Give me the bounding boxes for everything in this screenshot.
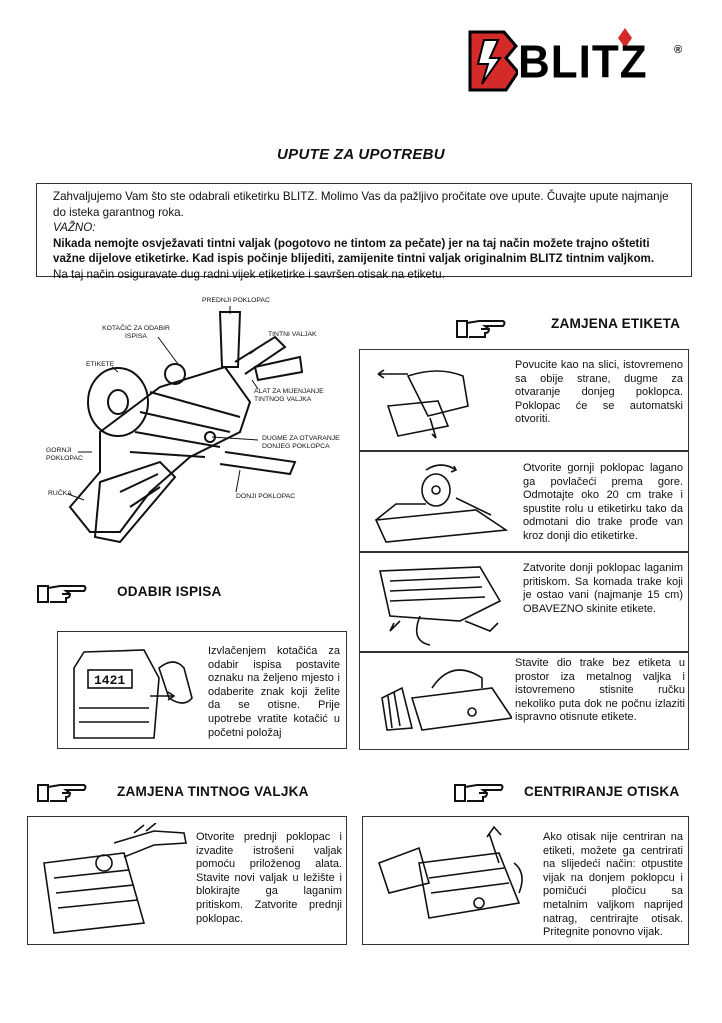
step-3-box [359, 552, 689, 653]
centriranje-text: Ako otisak nije centriran na etiketi, možete ga centrirati na slijedeći način: otpustite vijak na donjem poklopcu i pomičući pločicu sa metalnim valjkom naprijed natrag, centrirajte otisak. Pritegnite ponovno vijak. [543, 831, 683, 939]
print-wheel-display: 1421 [94, 673, 126, 688]
step-3-illustration [370, 561, 510, 647]
label-handle: RUČKA [48, 490, 72, 497]
intro-text: Zahvaljujemo Vam što ste odabrali etiketirku BLITZ. Molimo Vas da pažljivo pročitate ove upute. Čuvajte upute najmanje do isteka garantnog roka. [53, 190, 669, 219]
pointing-hand-icon [36, 580, 88, 606]
label-front-cover: PREDNJI POKLOPAC [202, 297, 270, 304]
odabir-ispisa-text: Izvlačenjem kotačića za odabir ispisa postavite oznaku na željeno mjesto i odaberite znak koji želite da se otisne. Prije upotrebe vratite kotačić u početni položaj [208, 645, 340, 739]
pointing-hand-icon [36, 779, 88, 805]
brand-name: BLITZ [518, 36, 648, 89]
zamjena-valjka-box [27, 816, 347, 945]
blitz-lightning-logo-icon [466, 28, 518, 92]
pointing-hand-icon [455, 315, 507, 341]
step-4-text: Stavite dio trake bez etiketa u prostor iza metalnog valjka i istovremeno stisnite ručku nekoliko puta dok ne počnu izlaziti ispravno otisnute etikete. [515, 657, 685, 724]
label-ink-roller: TINTNI VALJAK [268, 331, 317, 338]
step-2-box [359, 451, 689, 552]
step-4-box [359, 651, 689, 750]
zamjena-valjka-text: Otvorite prednji poklopac i izvadite istrošeni valjak pomoću priloženog alata. Stavite novi valjak u ležište i blokirajte ga laganim pritiskom. Zatvorite prednji poklopac. [196, 831, 342, 925]
label-upper-cover: GORNJI POKLOPAC [46, 447, 83, 462]
pointing-hand-icon [453, 779, 505, 805]
intro-box [36, 183, 692, 281]
heading-zamjena-valjka: ZAMJENA TINTNOG VALJKA [117, 784, 309, 799]
ink-roller-illustration [34, 823, 194, 939]
step-1-illustration [368, 356, 508, 444]
brand-logo [466, 28, 688, 94]
step-4-illustration [372, 658, 512, 744]
label-labels: ETIKETE [86, 361, 115, 368]
label-lower-cover: DONJI POKLOPAC [236, 493, 296, 500]
print-wheel-illustration [64, 638, 204, 744]
heading-odabir-ispisa: ODABIR ISPISA [117, 584, 222, 599]
labeler-diagram [40, 292, 355, 557]
heading-centriranje: CENTRIRANJE OTISKA [524, 784, 680, 799]
important-label: VAŽNO: [53, 221, 96, 234]
odabir-ispisa-box [57, 631, 347, 749]
page-title: UPUTE ZA UPOTREBU [277, 146, 445, 163]
heading-zamjena-etiketa: ZAMJENA ETIKETA [551, 316, 681, 331]
important-text: Nikada nemojte osvježavati tintni valjak (pogotovo ne tintom za pečate) jer na taj način možete trajno oštetiti važne dijelove etiketirke. Kad ispis počinje blijediti, zamijenite tintni valjak originalnim BLITZ tintnim valjkom. [53, 236, 655, 265]
label-buttons: DUGME ZA OTVARANJE DONJEG POKLOPCA [262, 435, 340, 450]
intro-footer: Na taj način osiguravate dug radni vijek etiketirke i savršen otisak na etiketu. [53, 267, 445, 281]
step-2-text: Otvorite gornji poklopac lagano ga povlačeći prema gore. Odmotajte oko 20 cm trake i spustite rolu u etiketirku tako da odmotani dio trake prođe van kroz donji dio etiketirke. [523, 462, 683, 542]
step-3-text: Zatvorite donji poklopac laganim pritiskom. Sa komada trake koji je ostao vani (najmanje 15 cm) OBAVEZNO skinite etikete. [523, 562, 683, 615]
label-tool: ALAT ZA MIJENJANJE TINTNOG VALJKA [254, 388, 324, 403]
registered-mark: ® [674, 44, 683, 56]
step-1-box [359, 349, 689, 451]
centriranje-box [362, 816, 689, 945]
centering-illustration [369, 823, 534, 939]
step-1-text: Povucite kao na slici, istovremeno sa obije strane, dugme za otvaranje donjeg poklopca. Poklopac će se automatski otvoriti. [515, 359, 683, 426]
label-wheel: KOTAČIĆ ZA ODABIR ISPISA [102, 325, 170, 340]
step-2-illustration [366, 460, 514, 546]
